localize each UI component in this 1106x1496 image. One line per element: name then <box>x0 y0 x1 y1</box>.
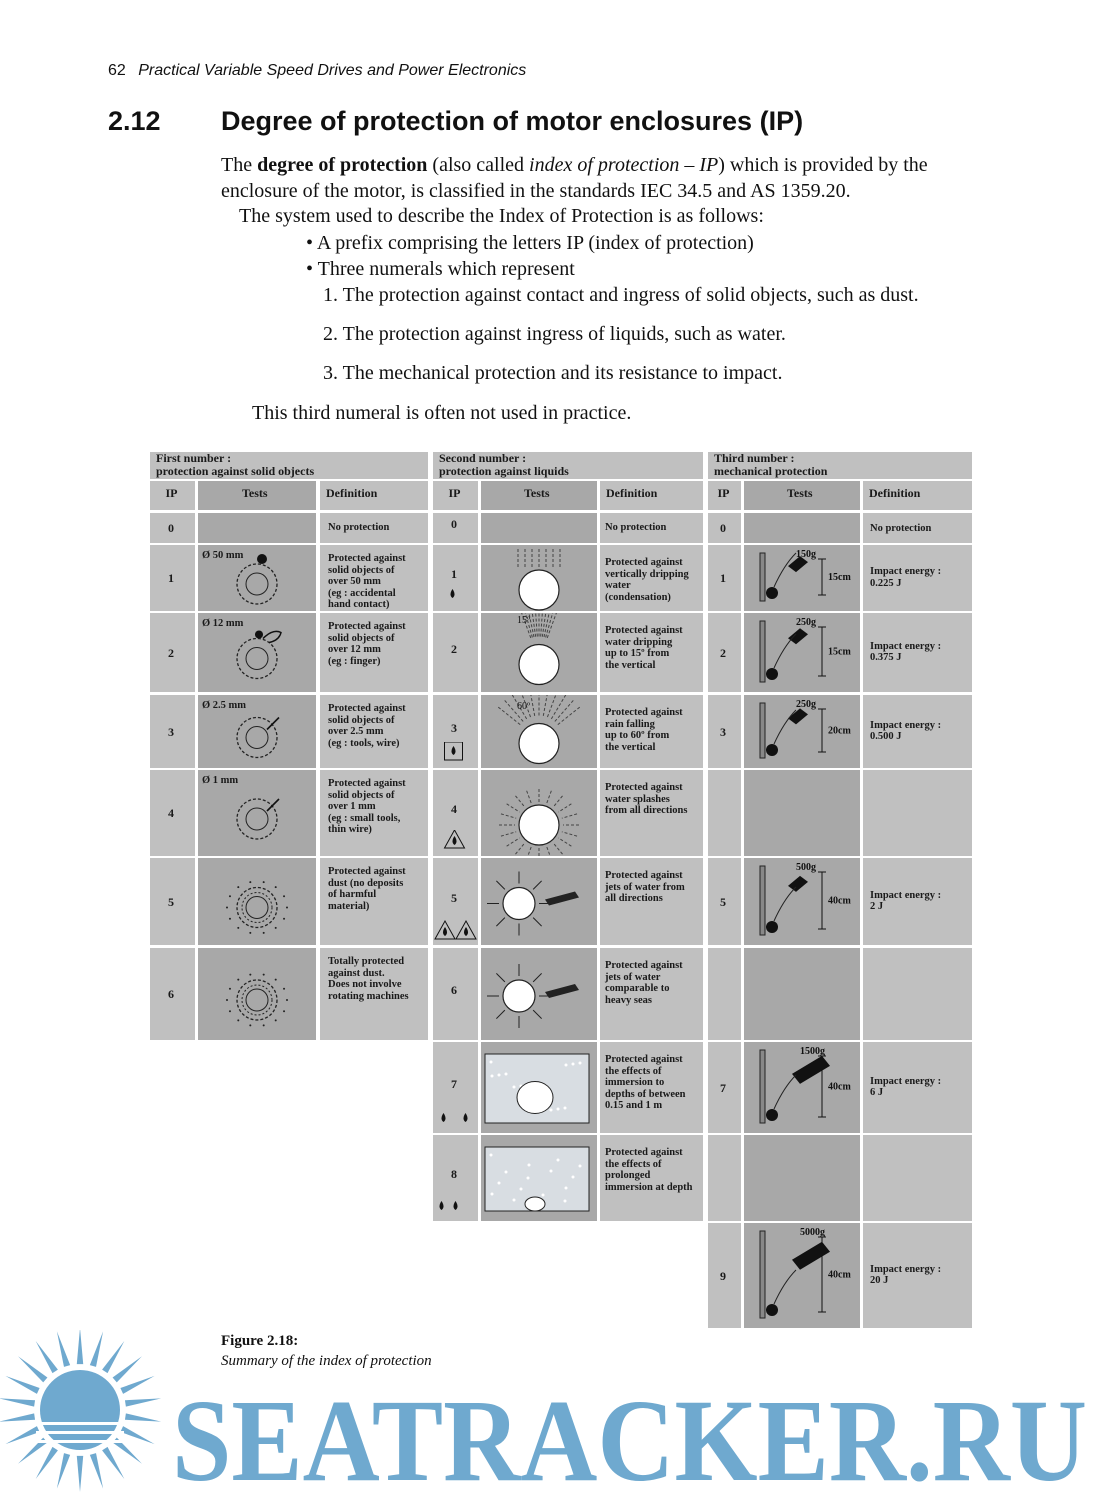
liquid-definition-text <box>605 782 703 817</box>
liquid-definition-text-line: 0.15 and 1 m <box>605 1100 663 1111</box>
solid-ip-number: 1 <box>168 571 174 585</box>
impact-mass-label: 150g <box>796 549 816 560</box>
mech-tests-cell-empty <box>744 948 860 1040</box>
liquid-definition-text-line: the vertical <box>605 741 656 753</box>
mech-definition-text-line: Impact energy : <box>870 640 942 652</box>
column-header-label: Definition <box>869 486 921 500</box>
solid-definition-text-line: Protected against <box>328 703 406 714</box>
solid-definition-text-line: of harmful <box>328 889 377 900</box>
solid-definition-text-line: Protected against <box>328 621 406 632</box>
mech-definition-text-line: 2 J <box>870 901 884 912</box>
mech-definition-cell-empty <box>863 1135 972 1221</box>
mech-definition-text <box>870 1264 970 1287</box>
solid-test-diagram <box>198 613 316 692</box>
impact-mass-label: 250g <box>796 699 816 710</box>
liquid-definition-text-line: depths of between <box>605 1088 686 1100</box>
water-drop-icon <box>433 919 478 943</box>
solid-ip-number: 4 <box>168 806 174 820</box>
mech-tests-cell-empty <box>744 1135 860 1221</box>
solid-definition-text-line: Protected against <box>328 866 406 877</box>
first-number-title <box>156 452 314 478</box>
water-drop-icon <box>433 830 478 854</box>
first-number-title-line: protection against solid objects <box>156 464 315 478</box>
intro-system-text: The system used to describe the Index of Protection is as follows: <box>239 205 764 227</box>
liquid-definition-text-line: heavy seas <box>605 994 652 1006</box>
liquid-definition-text-line: rain falling <box>605 718 655 730</box>
mech-test-diagram <box>744 858 860 945</box>
mech-test-diagram <box>744 695 860 768</box>
solid-tests-cell <box>198 513 316 543</box>
watermark <box>0 1330 1106 1496</box>
water-drop-icon <box>433 742 478 766</box>
solid-definition-text-line: rotating machines <box>328 990 409 1002</box>
mech-definition-cell-empty <box>863 770 972 856</box>
mech-ip-number: 2 <box>720 645 726 660</box>
liquid-ip-number: 7 <box>451 1076 457 1091</box>
solid-definition-text-line: (eg : small tools, <box>328 812 401 824</box>
mech-ip-cell-empty <box>708 770 741 856</box>
mech-definition-text <box>870 1076 970 1099</box>
bullet-icon: • <box>306 232 314 254</box>
column-header-label: IP <box>165 486 178 500</box>
book-title: Practical Variable Speed Drives and Power Electronics <box>138 62 527 79</box>
solid-definition-text <box>328 703 426 749</box>
liquid-definition-text-line: Protected against <box>605 870 683 881</box>
liquid-definition-text <box>605 625 703 671</box>
liquid-test-diagram <box>481 613 597 692</box>
third-number-title <box>714 452 827 478</box>
solid-definition-text <box>328 778 426 836</box>
solid-test-label: Ø 50 mm <box>202 550 244 561</box>
section-title: Degree of protection of motor enclosures (IP) <box>221 106 804 136</box>
liquid-ip-number: 1 <box>451 567 457 581</box>
column-header-label: Tests <box>524 486 550 500</box>
solid-definition-text-line: No protection <box>328 522 390 533</box>
mech-test-diagram <box>744 1223 860 1328</box>
third-number-title-line: mechanical protection <box>714 464 828 478</box>
figure-caption-text: Summary of the index of protection <box>221 1353 432 1369</box>
numbered-item-2: 2. The protection against ingress of liquids, such as water. <box>323 323 786 345</box>
solid-test-label: Ø 2.5 mm <box>202 700 247 711</box>
impact-mass-label: 5000g <box>800 1227 825 1238</box>
solid-definition-text-line: against dust. <box>328 967 385 979</box>
bullet-icon: • <box>306 258 314 280</box>
liquid-definition-text <box>605 707 703 753</box>
mech-definition-text-line: 6 J <box>870 1087 884 1098</box>
solid-definition-text-line: hand contact) <box>328 599 390 610</box>
impact-mass-label: 500g <box>796 862 816 873</box>
impact-mass-label: 250g <box>796 617 816 628</box>
solid-definition-text-line: solid objects of <box>328 714 395 726</box>
column-header-label: Definition <box>606 486 658 500</box>
mech-tests-cell-empty <box>744 770 860 856</box>
solid-definition-text-line: material) <box>328 900 370 912</box>
mech-definition-text-line: Impact energy : <box>870 566 942 577</box>
figure-label: Figure 2.18: <box>221 1333 299 1349</box>
mech-ip-cell-empty <box>708 948 741 1040</box>
liquid-definition-text <box>605 1147 703 1193</box>
solid-definition-text-line: over 12 mm <box>328 644 381 655</box>
solid-ip-number: 3 <box>168 724 174 739</box>
intro-bold: degree of protection <box>257 154 428 176</box>
numbered-item-3: 3. The mechanical protection and its resistance to impact. <box>323 362 783 384</box>
solid-definition-text-line: (eg : tools, wire) <box>328 737 400 749</box>
mech-definition-text <box>870 641 970 664</box>
liquid-definition-text-line: Protected against <box>605 1147 683 1158</box>
mech-definition-cell-empty <box>863 948 972 1040</box>
liquid-definition-text-line: No protection <box>605 522 667 533</box>
mech-definition-text-line: 0.500 J <box>870 731 902 742</box>
column-header-label: Tests <box>242 486 268 500</box>
drop-height-label: 40cm <box>828 1269 851 1281</box>
drop-height-label: 15cm <box>828 646 851 658</box>
liquid-definition-text-line: water <box>605 580 631 591</box>
third-number-title-line: Third number : <box>714 451 795 465</box>
intro-text-c: ) which is provided by the <box>718 154 928 176</box>
solid-definition-text <box>328 621 426 667</box>
liquid-test-diagram <box>481 770 597 856</box>
solid-test-diagram <box>198 770 316 856</box>
mech-ip-number: 7 <box>720 1080 726 1095</box>
column-header-label: IP <box>448 486 461 500</box>
second-number-title <box>439 452 569 478</box>
liquid-definition-text-line: prolonged <box>605 1170 651 1181</box>
column-header-label: IP <box>717 486 730 500</box>
liquid-definition-text-line: Protected against <box>605 707 683 718</box>
water-drop-icon <box>433 1107 478 1131</box>
liquid-ip-number: 6 <box>451 983 457 997</box>
column-header-label: Tests <box>787 486 813 500</box>
mech-definition-text-line: 0.375 J <box>870 652 902 663</box>
drop-height-label: 40cm <box>828 1081 851 1093</box>
solid-test-diagram <box>198 948 316 1040</box>
liquid-ip-number: 8 <box>451 1167 457 1181</box>
sun-logo-icon <box>0 1330 161 1492</box>
solid-definition-text <box>328 553 426 611</box>
solid-definition-text-line: Protected against <box>328 553 406 564</box>
mech-ip-number: 0 <box>720 521 726 535</box>
intro-paragraph-line2: enclosure of the motor, is classified in the standards IEC 34.5 and AS 1359.20. <box>221 180 851 202</box>
liquid-definition-text <box>605 870 703 905</box>
mech-definition-text-line: Impact energy : <box>870 889 942 901</box>
svg-text:15º: 15º <box>517 615 531 626</box>
solid-definition-text-line: over 2.5 mm <box>328 726 384 737</box>
liquid-definition-text-line: (condensation) <box>605 591 671 603</box>
solid-definition-text-line: (eg : finger) <box>328 655 381 667</box>
section-number: 2.12 <box>108 106 161 136</box>
solid-test-diagram <box>198 545 316 611</box>
drop-height-label: 40cm <box>828 895 851 907</box>
solid-test-label: Ø 1 mm <box>202 775 239 786</box>
liquid-definition-text-line: vertically dripping <box>605 568 689 580</box>
solid-definition-text-line: solid objects of <box>328 632 395 644</box>
mech-ip-number: 5 <box>720 894 726 909</box>
solid-ip-number: 0 <box>168 521 174 535</box>
drop-height-label: 20cm <box>828 725 851 737</box>
mech-ip-number: 1 <box>720 571 726 585</box>
mech-tests-cell <box>744 513 860 543</box>
liquid-definition-text-line: jets of water from <box>605 881 685 893</box>
watermark-graphic <box>0 1330 1106 1496</box>
mech-definition-text-line: Impact energy : <box>870 1263 942 1275</box>
liquid-ip-number: 4 <box>451 802 457 816</box>
column-header-label: Definition <box>326 486 378 500</box>
liquid-tests-cell <box>481 513 597 543</box>
bullet-item-1 <box>306 230 754 256</box>
solid-definition-text-line: Does not involve <box>328 979 402 990</box>
solid-definition-text <box>328 522 426 534</box>
mech-test-diagram <box>744 545 860 611</box>
second-number-title-line: protection against liquids <box>439 464 569 478</box>
mech-ip-number: 3 <box>720 724 726 739</box>
liquid-definition-text-line: all directions <box>605 893 663 904</box>
mech-definition-text-line: 20 J <box>870 1275 889 1286</box>
watermark-text: SEATRACKER.RU <box>172 1375 1087 1496</box>
first-number-title-line: First number : <box>156 451 232 465</box>
solid-test-diagram <box>198 858 316 945</box>
mech-test-diagram <box>744 1042 860 1133</box>
mech-definition-text-line: Impact energy : <box>870 1075 942 1087</box>
water-drop-icon <box>433 1195 478 1219</box>
liquid-test-diagram <box>481 948 597 1040</box>
mech-definition-text <box>870 566 970 589</box>
solid-ip-number: 5 <box>168 894 174 909</box>
mech-ip-number: 9 <box>720 1268 726 1283</box>
solid-definition-text-line: (eg : accidental <box>328 587 396 599</box>
liquid-definition-text-line: up to 15º from <box>605 648 670 659</box>
liquid-definition-text-line: Protected against <box>605 1054 683 1065</box>
mech-definition-text <box>870 720 970 743</box>
intro-paragraph-line1 <box>221 152 928 178</box>
liquid-definition-text-line: Protected against <box>605 557 683 568</box>
solid-test-label: Ø 12 mm <box>202 618 244 629</box>
solid-definition-text <box>328 956 426 1002</box>
liquid-ip-number: 0 <box>451 517 457 531</box>
bullet-item-2 <box>306 256 575 282</box>
liquid-definition-text-line: the effects of <box>605 1158 662 1170</box>
solid-definition-text-line: over 1 mm <box>328 801 376 812</box>
mech-definition-text-line: No protection <box>870 523 932 534</box>
solid-definition-text <box>328 866 426 912</box>
solid-definition-text-line: thin wire) <box>328 824 372 835</box>
liquid-test-diagram <box>481 1135 597 1221</box>
closing-text: This third numeral is often not used in practice. <box>252 402 632 424</box>
solid-ip-number: 2 <box>168 645 174 660</box>
liquid-test-diagram <box>481 695 597 768</box>
intro-text-b: (also called <box>427 154 530 176</box>
solid-definition-text-line: Totally protected <box>328 956 405 967</box>
bullet-text: Three numerals which represent <box>317 258 575 280</box>
solid-definition-text-line: Protected against <box>328 778 406 789</box>
liquid-ip-number: 3 <box>451 720 457 735</box>
liquid-test-diagram <box>481 858 597 945</box>
liquid-definition-text-line: from all directions <box>605 805 688 816</box>
liquid-definition-text-line: Protected against <box>605 625 683 636</box>
mech-definition-text-line: Impact energy : <box>870 719 942 731</box>
liquid-definition-text <box>605 1054 703 1112</box>
liquid-ip-number: 2 <box>451 641 457 656</box>
liquid-definition-text <box>605 522 703 534</box>
liquid-definition-text-line: jets of water <box>605 971 661 983</box>
liquid-test-diagram <box>481 545 597 611</box>
solid-test-diagram <box>198 695 316 768</box>
liquid-test-diagram <box>481 1042 597 1133</box>
liquid-definition-text-line: immersion at depth <box>605 1181 693 1193</box>
intro-italic: index of protection – IP <box>529 154 719 176</box>
liquid-definition-text-line: the effects of <box>605 1065 662 1077</box>
liquid-definition-text-line: up to 60º from <box>605 730 670 741</box>
liquid-definition-text-line: the vertical <box>605 659 656 671</box>
numbered-item-1: 1. The protection against contact and ingress of solid objects, such as dust. <box>323 284 919 306</box>
liquid-definition-text-line: water splashes <box>605 793 670 805</box>
solid-ip-number: 6 <box>168 987 174 1001</box>
water-drop-icon <box>433 585 478 609</box>
impact-mass-label: 1500g <box>800 1046 825 1057</box>
svg-text:60º: 60º <box>517 701 531 712</box>
liquid-definition-text-line: Protected against <box>605 960 683 971</box>
liquid-definition-text-line: comparable to <box>605 983 670 994</box>
page-header <box>108 62 526 80</box>
mech-ip-cell-empty <box>708 1135 741 1221</box>
mech-definition-text-line: 0.225 J <box>870 577 902 589</box>
liquid-definition-text-line: immersion to <box>605 1077 665 1088</box>
solid-definition-text-line: dust (no deposits <box>328 877 404 889</box>
page-number: 62 <box>108 62 126 79</box>
mech-test-diagram <box>744 613 860 692</box>
mech-definition-text <box>870 523 970 535</box>
solid-definition-text-line: solid objects of <box>328 789 395 801</box>
liquid-definition-text-line: water dripping <box>605 636 673 648</box>
liquid-definition-text-line: Protected against <box>605 782 683 793</box>
drop-height-label: 15cm <box>828 572 851 583</box>
liquid-definition-text <box>605 960 703 1006</box>
mech-definition-text <box>870 890 970 913</box>
bullet-text: A prefix comprising the letters IP (index of protection) <box>316 232 754 254</box>
solid-definition-text-line: over 50 mm <box>328 576 381 587</box>
intro-text-a: The <box>221 154 258 176</box>
solid-definition-text-line: solid objects of <box>328 564 395 576</box>
liquid-definition-text <box>605 557 703 603</box>
second-number-title-line: Second number : <box>439 451 527 465</box>
liquid-ip-number: 5 <box>451 890 457 905</box>
